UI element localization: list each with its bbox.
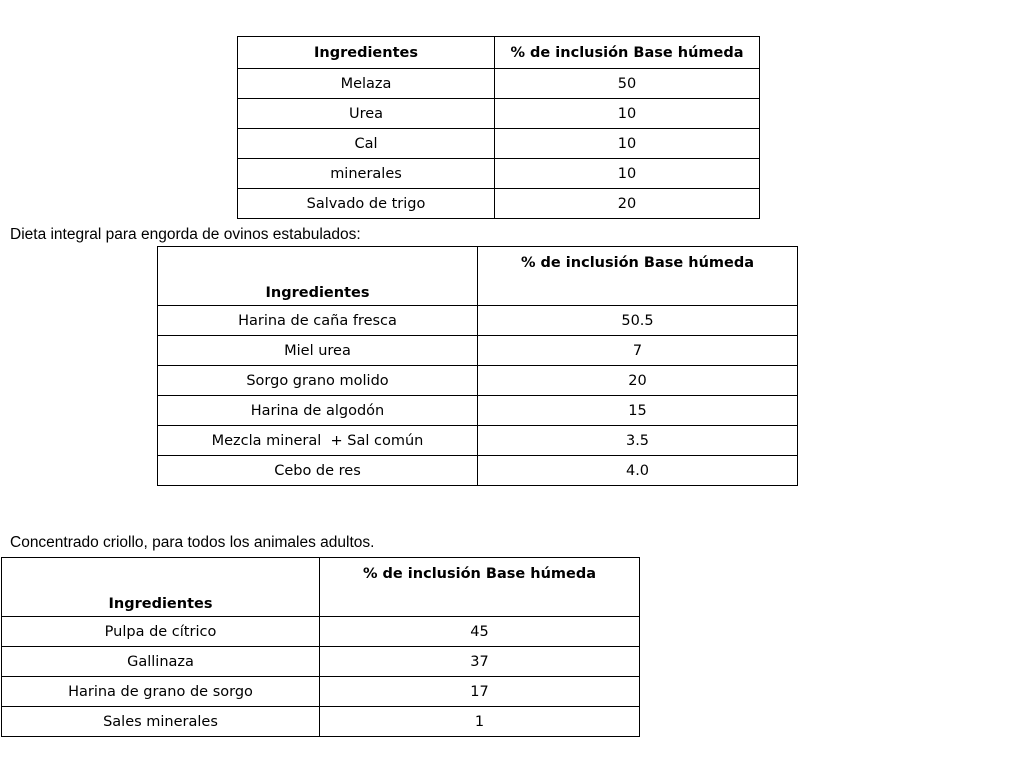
table-row (238, 69, 760, 99)
column-header-ingredientes: Ingredientes (238, 37, 495, 69)
ingredient-cell: Sales minerales (2, 707, 320, 737)
table-3-caption: Concentrado criollo, para todos los animales adultos. (10, 534, 375, 551)
ingredient-cell: Cebo de res (158, 456, 478, 486)
table-row (238, 189, 760, 219)
inclusion-cell: 17 (320, 677, 640, 707)
column-header-ingredientes: Ingredientes (2, 558, 320, 617)
table-header-row (158, 247, 798, 306)
inclusion-cell: 7 (478, 336, 798, 366)
inclusion-cell: 10 (495, 129, 760, 159)
table-row (158, 426, 798, 456)
table-row (2, 677, 640, 707)
ingredient-cell: Pulpa de cítrico (2, 617, 320, 647)
ingredient-cell: Urea (238, 99, 495, 129)
inclusion-cell: 37 (320, 647, 640, 677)
inclusion-cell: 20 (478, 366, 798, 396)
ingredient-cell: Harina de grano de sorgo (2, 677, 320, 707)
table-row (158, 366, 798, 396)
ingredient-cell: Harina de algodón (158, 396, 478, 426)
ingredient-cell: Sorgo grano molido (158, 366, 478, 396)
column-header-inclusion: % de inclusión Base húmeda (478, 247, 798, 306)
inclusion-cell: 20 (495, 189, 760, 219)
table-row (2, 647, 640, 677)
ingredient-cell: Cal (238, 129, 495, 159)
column-header-inclusion: % de inclusión Base húmeda (320, 558, 640, 617)
ingredient-cell: minerales (238, 159, 495, 189)
table-header-row (238, 37, 760, 69)
inclusion-cell: 4.0 (478, 456, 798, 486)
inclusion-cell: 50 (495, 69, 760, 99)
column-header-inclusion: % de inclusión Base húmeda (495, 37, 760, 69)
table-row (158, 456, 798, 486)
ingredient-cell: Mezcla mineral + Sal común (158, 426, 478, 456)
table-row (158, 396, 798, 426)
ingredient-cell: Salvado de trigo (238, 189, 495, 219)
table-row (158, 336, 798, 366)
ingredient-cell: Gallinaza (2, 647, 320, 677)
table-row (238, 159, 760, 189)
table-row (2, 617, 640, 647)
inclusion-cell: 15 (478, 396, 798, 426)
inclusion-cell: 1 (320, 707, 640, 737)
ingredient-cell: Melaza (238, 69, 495, 99)
table-row (2, 707, 640, 737)
ingredient-cell: Harina de caña fresca (158, 306, 478, 336)
inclusion-cell: 45 (320, 617, 640, 647)
inclusion-cell: 10 (495, 99, 760, 129)
ingredients-table-3 (1, 557, 640, 737)
table-row (238, 129, 760, 159)
table-header-row (2, 558, 640, 617)
column-header-ingredientes: Ingredientes (158, 247, 478, 306)
inclusion-cell: 50.5 (478, 306, 798, 336)
inclusion-cell: 3.5 (478, 426, 798, 456)
ingredient-cell: Miel urea (158, 336, 478, 366)
ingredients-table-2 (157, 246, 798, 486)
table-2-caption: Dieta integral para engorda de ovinos estabulados: (10, 226, 361, 243)
table-row (238, 99, 760, 129)
ingredients-table-1 (237, 36, 760, 219)
inclusion-cell: 10 (495, 159, 760, 189)
table-row (158, 306, 798, 336)
